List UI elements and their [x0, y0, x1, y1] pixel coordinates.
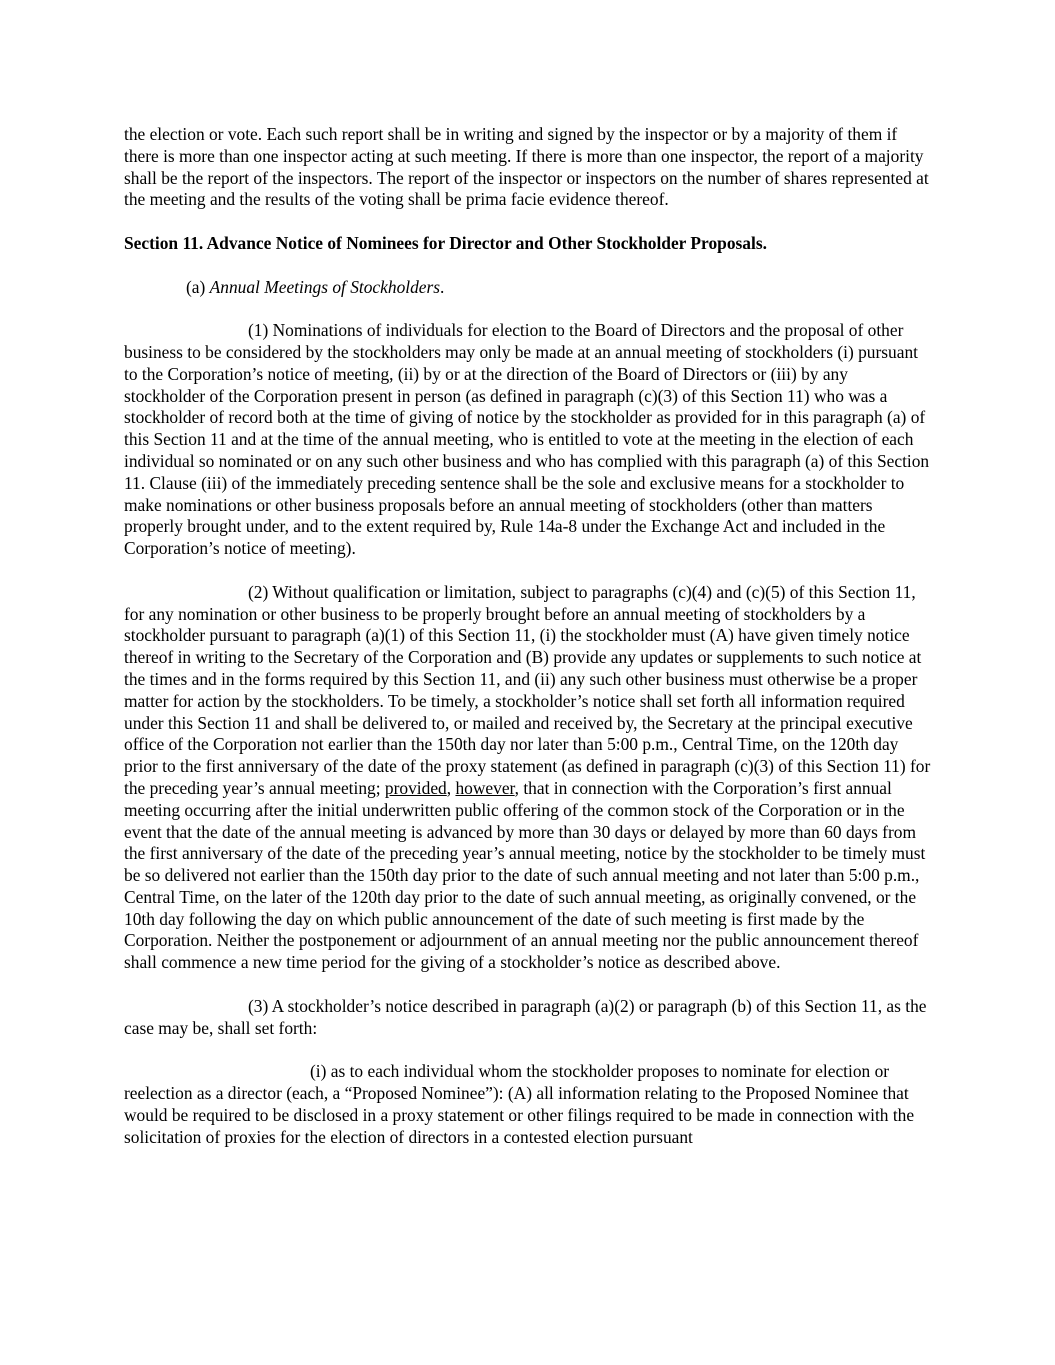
- paragraph-a2-part1: (2) Without qualification or limitation, subject to paragraphs (c)(4) and (c)(5) of this Section 11, for any nomination or other business to be properly brought before an annual meeting of stockholders by a stockholder pursuant to paragraph (a)(1) of this Section 11, (i) the stockholder must (A) have given timely notice thereof in writing to the Secretary of the Corporation and (B) provide any updates or supplements to such notice at the times and in the forms required by this Section 11, and (ii) any such other business must otherwise be a proper matter for action by the stockholders. To be timely, a stockholder’s notice shall set forth all information required under this Section 11 and shall be delivered to, or mailed and received by, the Secretary at the principal executive office of the Corporation not earlier than the 150th day nor later than 5:00 p.m., Central Time, on the 120th day prior to the first anniversary of the date of the proxy statement (as defined in paragraph (c)(3) of this Section 11) for the preceding year’s annual meeting;: [124, 581, 931, 798]
- subsection-a-suffix: .: [440, 276, 445, 297]
- however-term: however: [455, 777, 515, 798]
- subsection-a-heading: [124, 277, 932, 299]
- subsection-a-prefix: (a): [186, 276, 210, 297]
- section-heading: Section 11. Advance Notice of Nominees for Director and Other Stockholder Proposals.: [124, 232, 767, 253]
- paragraph-a2-part2: , that in connection with the Corporation’s first annual meeting occurring after the initial underwritten public offering of the common stock of the Corporation or in the event that the date of the annual meeting is advanced by more than 30 days or delayed by more than 60 days from the first anniversary of the date of the preceding year’s annual meeting, notice by the stockholder to be timely must be so delivered not earlier than the 150th day prior to the date of such annual meeting and not later than 5:00 p.m., Central Time, on the later of the 120th day prior to the date of such annual meeting, as originally convened, or the 10th day following the day on which public announcement of the date of such meeting is first made by the Corporation. Neither the postponement or adjournment of an annual meeting nor the public announcement thereof shall commence a new time period for the giving of a stockholder’s notice as described above.: [124, 777, 926, 973]
- paragraph-a1: (1) Nominations of individuals for election to the Board of Directors and the proposal of other business to be considered by the stockholders may only be made at an annual meeting of stockholders (i) pursuant to the Corporation’s notice of meeting, (ii) by or at the direction of the Board of Directors or (iii) by any stockholder of the Corporation present in person (as defined in paragraph (c)(3) of this Section 11) who was a stockholder of record both at the time of giving of notice by the stockholder as provided for in this paragraph (a) of this Section 11 and at the time of the annual meeting, who is entitled to vote at the meeting in the election of each individual so nominated or on any such other business and who has complied with this paragraph (a) of this Section 11. Clause (iii) of the immediately preceding sentence shall be the sole and exclusive means for a stockholder to make nominations or other business proposals before an annual meeting of stockholders (other than matters properly brought under, and to the extent required by, Rule 14a-8 under the Exchange Act and included in the Corporation’s notice of meeting).: [124, 320, 930, 559]
- paragraph-report-inspectors: the election or vote. Each such report shall be in writing and signed by the inspector or by a majority of them if there is more than one inspector acting at such meeting. If there is more than one inspector, the report of a majority shall be the report of the inspectors. The report of the inspector or inspectors on the number of shares represented at the meeting and the results of the voting shall be prima facie evidence thereof.: [124, 124, 929, 210]
- paragraph-a2: [124, 582, 932, 974]
- paragraph-a3-i: (i) as to each individual whom the stockholder proposes to nominate for election or reelection as a director (each, a “Proposed Nominee”): (A) all information relating to the Proposed Nominee that would be required to be disclosed in a proxy statement or other filings required to be made in connection with the solicitation of proxies for the election of directors in a contested election pursuant: [124, 1061, 915, 1147]
- subsection-a-title: Annual Meetings of Stockholders: [209, 276, 441, 297]
- paragraph-a2-comma: ,: [446, 777, 456, 798]
- document-page: [124, 124, 932, 1170]
- paragraph-a3: (3) A stockholder’s notice described in paragraph (a)(2) or paragraph (b) of this Section 11, as the case may be, shall set forth:: [124, 995, 927, 1038]
- provided-term: provided: [384, 777, 447, 798]
